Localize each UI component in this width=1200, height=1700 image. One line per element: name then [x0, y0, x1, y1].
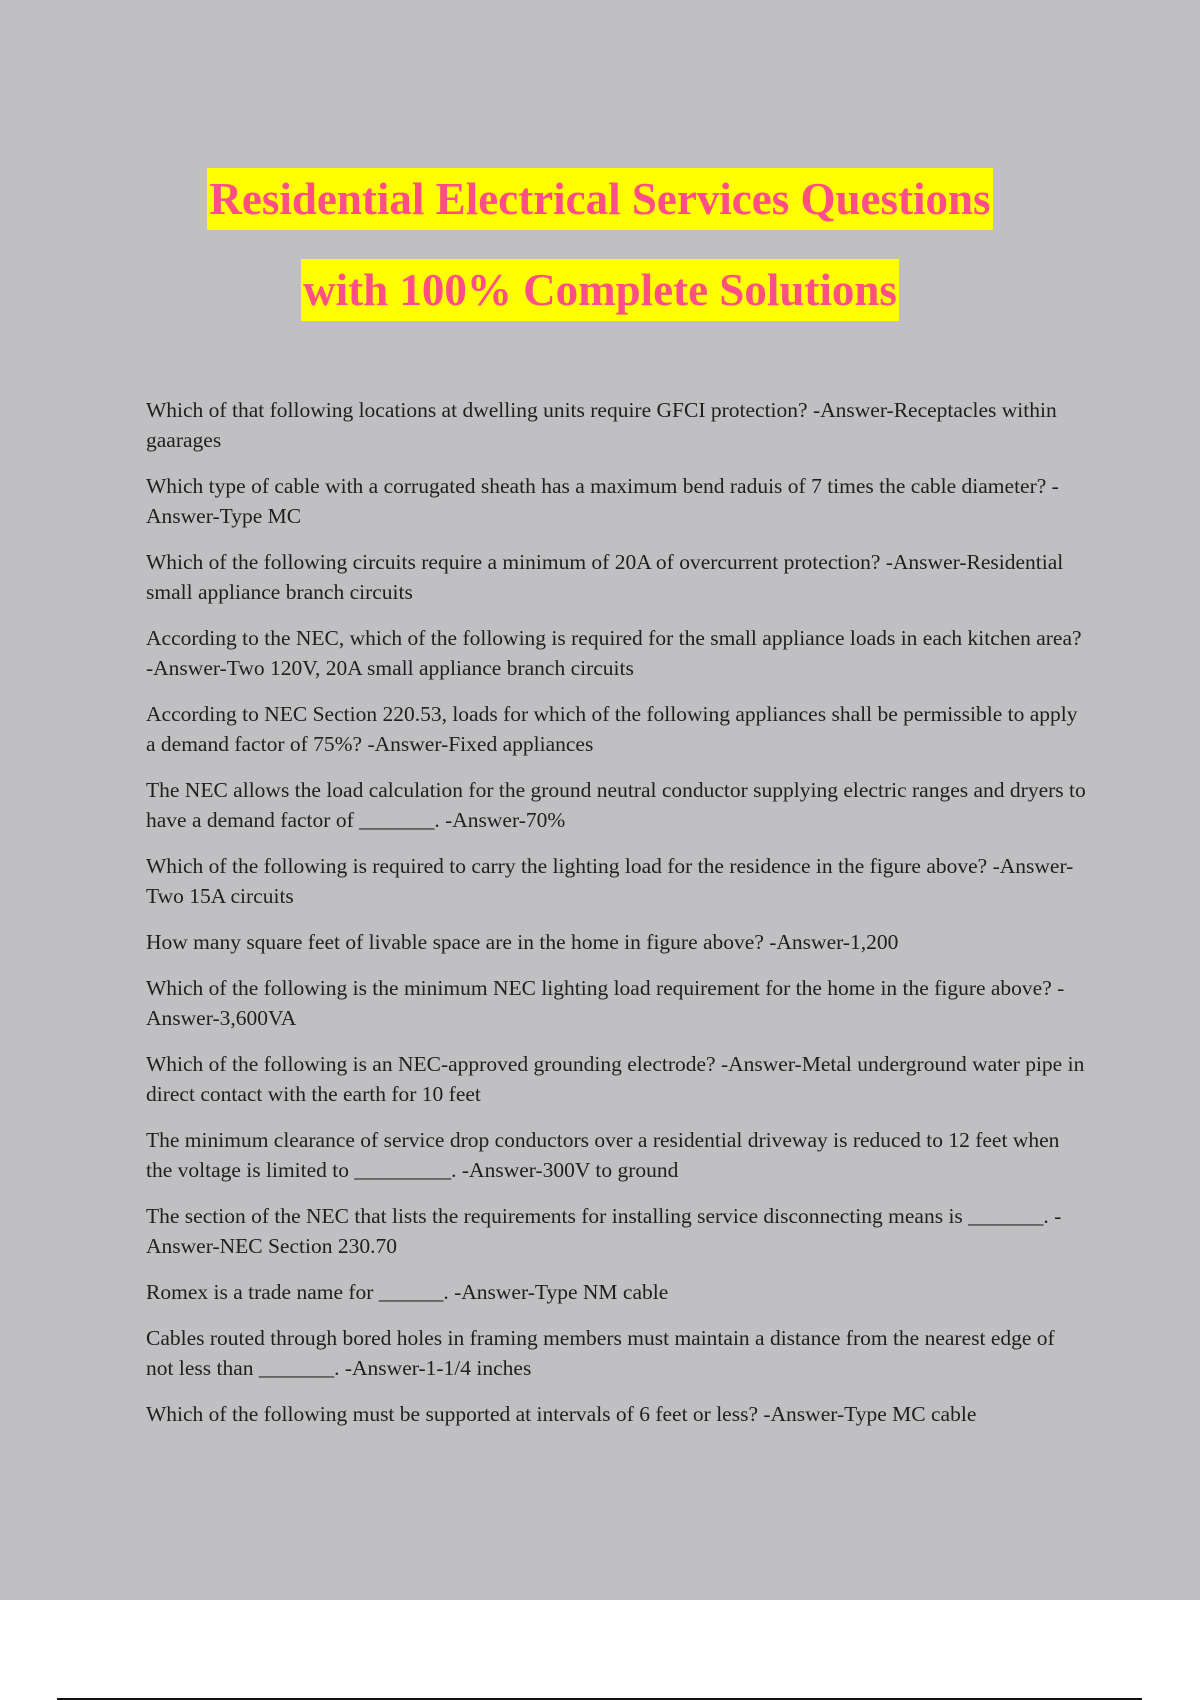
qa-item: The section of the NEC that lists the requirements for installing service disconnecting means is _______. -Answer-NEC Section 230.70 — [146, 1204, 1062, 1258]
qa-item: Romex is a trade name for ______. -Answer-Type NM cable — [146, 1280, 669, 1304]
qa-item: How many square feet of livable space are in the home in figure above? -Answer-1,200 — [146, 930, 899, 954]
qa-item: Which of the following circuits require a minimum of 20A of overcurrent protection? -Answer-Residential small appliance branch circuits — [146, 550, 1064, 604]
qa-item: Which of the following is the minimum NEC lighting load requirement for the home in the figure above? -Answer-3,600VA — [146, 976, 1065, 1030]
qa-item: Which of the following must be supported at intervals of 6 feet or less? -Answer-Type MC cable — [146, 1402, 977, 1426]
qa-item: Cables routed through bored holes in framing members must maintain a distance from the nearest edge of not less than _______. -Answer-1-1/4 inches — [146, 1326, 1055, 1380]
qa-item: Which of that following locations at dwelling units require GFCI protection? -Answer-Receptacles within gaarages — [146, 398, 1057, 452]
qa-item: According to NEC Section 220.53, loads for which of the following appliances shall be permissible to apply a demand factor of 75%? -Answer-Fixed appliances — [146, 702, 1078, 756]
qa-item: The minimum clearance of service drop conductors over a residential driveway is reduced to 12 feet when the voltage is limited to _________. -Answer-300V to ground — [146, 1128, 1060, 1182]
qa-item: Which type of cable with a corrugated sheath has a maximum bend raduis of 7 times the cable diameter? -Answer-Type MC — [146, 474, 1059, 528]
qa-item: Which of the following is required to carry the lighting load for the residence in the figure above? -Answer-Two 15A circuits — [146, 854, 1074, 908]
qa-item: Which of the following is an NEC-approved grounding electrode? -Answer-Metal underground water pipe in direct contact with the earth for 10 feet — [146, 1052, 1085, 1106]
qa-item: According to the NEC, which of the following is required for the small appliance loads in each kitchen area? -Answer-Two 120V, 20A small appliance branch circuits — [146, 626, 1082, 680]
title-line-2: with 100% Complete Solutions — [301, 259, 899, 321]
title-line-1: Residential Electrical Services Questions — [207, 168, 992, 230]
qa-item: The NEC allows the load calculation for the ground neutral conductor supplying electric ranges and dryers to have a demand factor of _______. -Answer-70% — [146, 778, 1086, 832]
document-title — [0, 168, 1200, 321]
question-answer-list — [146, 395, 1086, 1445]
